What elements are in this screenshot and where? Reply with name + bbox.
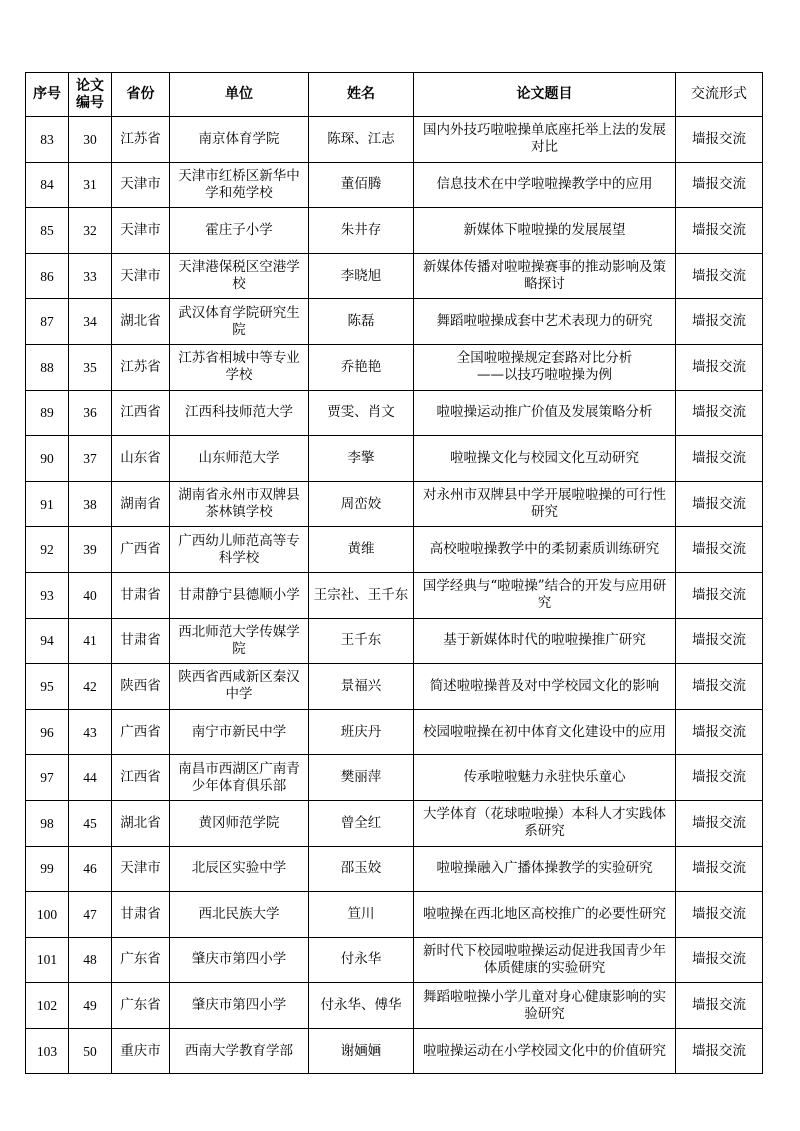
table-row bbox=[26, 253, 763, 299]
cell-title bbox=[414, 527, 676, 573]
cell-paper-no: 44 bbox=[69, 755, 112, 801]
cell-name: 付永华 bbox=[309, 937, 414, 983]
title-line: 基于新媒体时代的啦啦操推广研究 bbox=[443, 632, 646, 649]
cell-title bbox=[414, 892, 676, 938]
cell-title bbox=[414, 208, 676, 254]
cell-seq: 100 bbox=[26, 892, 69, 938]
cell-unit: 天津市红桥区新华中学和苑学校 bbox=[170, 162, 309, 208]
cell-title bbox=[414, 800, 676, 846]
cell-unit: 南宁市新民中学 bbox=[170, 709, 309, 755]
cell-name: 陈琛、江志 bbox=[309, 117, 414, 163]
cell-paper-no: 30 bbox=[69, 117, 112, 163]
table-header bbox=[26, 73, 763, 117]
cell-unit: 甘肃静宁县德顺小学 bbox=[170, 572, 309, 618]
cell-name: 班庆丹 bbox=[309, 709, 414, 755]
cell-unit: 天津港保税区空港学校 bbox=[170, 253, 309, 299]
cell-paper-no: 32 bbox=[69, 208, 112, 254]
table-row bbox=[26, 208, 763, 254]
table-row bbox=[26, 709, 763, 755]
cell-seq: 98 bbox=[26, 800, 69, 846]
title-line: 啦啦操融入广播体操教学的实验研究 bbox=[436, 860, 653, 877]
cell-paper-no: 46 bbox=[69, 846, 112, 892]
cell-name: 陈磊 bbox=[309, 299, 414, 345]
cell-unit: 江苏省相城中等专业学校 bbox=[170, 344, 309, 390]
paper-exchange-table bbox=[25, 72, 763, 1074]
cell-format: 墙报交流 bbox=[676, 436, 763, 482]
cell-unit: 西北民族大学 bbox=[170, 892, 309, 938]
cell-name: 贾雯、肖文 bbox=[309, 390, 414, 436]
cell-name: 李晓旭 bbox=[309, 253, 414, 299]
title-line: 新媒体传播对啦啦操赛事的推动影响及策略探讨 bbox=[423, 259, 666, 293]
cell-unit: 南京体育学院 bbox=[170, 117, 309, 163]
cell-format: 墙报交流 bbox=[676, 572, 763, 618]
cell-province: 甘肃省 bbox=[112, 618, 170, 664]
cell-province: 广西省 bbox=[112, 527, 170, 573]
cell-format: 墙报交流 bbox=[676, 344, 763, 390]
cell-seq: 102 bbox=[26, 983, 69, 1029]
table-row bbox=[26, 117, 763, 163]
cell-paper-no: 48 bbox=[69, 937, 112, 983]
cell-title bbox=[414, 1028, 676, 1074]
table-row bbox=[26, 937, 763, 983]
table-row bbox=[26, 983, 763, 1029]
cell-title bbox=[414, 755, 676, 801]
cell-province: 山东省 bbox=[112, 436, 170, 482]
table-row bbox=[26, 527, 763, 573]
cell-paper-no: 43 bbox=[69, 709, 112, 755]
cell-unit: 北辰区实验中学 bbox=[170, 846, 309, 892]
title-line: 国内外技巧啦啦操单底座托举上法的发展对比 bbox=[423, 122, 666, 156]
table-row bbox=[26, 846, 763, 892]
cell-paper-no: 34 bbox=[69, 299, 112, 345]
cell-format: 墙报交流 bbox=[676, 162, 763, 208]
cell-name: 王千东 bbox=[309, 618, 414, 664]
cell-paper-no: 38 bbox=[69, 481, 112, 527]
table-row bbox=[26, 755, 763, 801]
cell-province: 江苏省 bbox=[112, 117, 170, 163]
cell-seq: 91 bbox=[26, 481, 69, 527]
cell-seq: 97 bbox=[26, 755, 69, 801]
cell-province: 广东省 bbox=[112, 937, 170, 983]
cell-paper-no: 45 bbox=[69, 800, 112, 846]
cell-title bbox=[414, 299, 676, 345]
cell-name: 付永华、傅华 bbox=[309, 983, 414, 1029]
cell-seq: 95 bbox=[26, 664, 69, 710]
cell-province: 湖南省 bbox=[112, 481, 170, 527]
cell-seq: 85 bbox=[26, 208, 69, 254]
cell-title bbox=[414, 846, 676, 892]
cell-format: 墙报交流 bbox=[676, 253, 763, 299]
cell-name: 笪川 bbox=[309, 892, 414, 938]
title-line: 校园啦啦操在初中体育文化建设中的应用 bbox=[423, 723, 666, 740]
title-subline: ——以技巧啦啦操为例 bbox=[477, 367, 612, 384]
cell-unit: 肇庆市第四小学 bbox=[170, 983, 309, 1029]
table-row bbox=[26, 800, 763, 846]
cell-format: 墙报交流 bbox=[676, 1028, 763, 1074]
cell-seq: 88 bbox=[26, 344, 69, 390]
cell-province: 湖北省 bbox=[112, 800, 170, 846]
cell-name: 谢婳婳 bbox=[309, 1028, 414, 1074]
cell-format: 墙报交流 bbox=[676, 846, 763, 892]
title-line: 大学体育（花球啦啦操）本科人才实践体系研究 bbox=[423, 806, 666, 840]
title-line: 对永州市双牌县中学开展啦啦操的可行性研究 bbox=[423, 487, 666, 521]
cell-province: 甘肃省 bbox=[112, 892, 170, 938]
title-line: 啦啦操文化与校园文化互动研究 bbox=[450, 449, 639, 466]
cell-format: 墙报交流 bbox=[676, 208, 763, 254]
title-line: 简述啦啦操普及对中学校园文化的影响 bbox=[429, 677, 660, 694]
header-unit: 单位 bbox=[170, 73, 309, 117]
cell-format: 墙报交流 bbox=[676, 527, 763, 573]
cell-province: 天津市 bbox=[112, 208, 170, 254]
cell-unit: 霍庄子小学 bbox=[170, 208, 309, 254]
cell-unit: 肇庆市第四小学 bbox=[170, 937, 309, 983]
cell-name: 王宗社、王千东 bbox=[309, 572, 414, 618]
cell-paper-no: 50 bbox=[69, 1028, 112, 1074]
cell-format: 墙报交流 bbox=[676, 709, 763, 755]
cell-format: 墙报交流 bbox=[676, 618, 763, 664]
cell-seq: 94 bbox=[26, 618, 69, 664]
table-row bbox=[26, 618, 763, 664]
title-line: 新时代下校园啦啦操运动促进我国青少年体质健康的实验研究 bbox=[423, 942, 666, 976]
cell-province: 天津市 bbox=[112, 253, 170, 299]
table-row bbox=[26, 481, 763, 527]
cell-paper-no: 47 bbox=[69, 892, 112, 938]
cell-name: 乔艳艳 bbox=[309, 344, 414, 390]
cell-title bbox=[414, 253, 676, 299]
cell-name: 景福兴 bbox=[309, 664, 414, 710]
cell-format: 墙报交流 bbox=[676, 800, 763, 846]
cell-name: 樊丽萍 bbox=[309, 755, 414, 801]
cell-province: 江西省 bbox=[112, 390, 170, 436]
table-row bbox=[26, 572, 763, 618]
table-row bbox=[26, 892, 763, 938]
cell-format: 墙报交流 bbox=[676, 481, 763, 527]
cell-seq: 83 bbox=[26, 117, 69, 163]
title-line: 舞蹈啦啦操成套中艺术表现力的研究 bbox=[436, 313, 653, 330]
table-row bbox=[26, 162, 763, 208]
cell-paper-no: 37 bbox=[69, 436, 112, 482]
cell-seq: 87 bbox=[26, 299, 69, 345]
table-row bbox=[26, 299, 763, 345]
cell-unit: 武汉体育学院研究生院 bbox=[170, 299, 309, 345]
title-line: 传承啦啦魅力永驻快乐童心 bbox=[463, 769, 626, 786]
table-row bbox=[26, 436, 763, 482]
cell-paper-no: 33 bbox=[69, 253, 112, 299]
cell-format: 墙报交流 bbox=[676, 892, 763, 938]
cell-paper-no: 31 bbox=[69, 162, 112, 208]
cell-unit: 山东师范大学 bbox=[170, 436, 309, 482]
header-name: 姓名 bbox=[309, 73, 414, 117]
cell-unit: 黄冈师范学院 bbox=[170, 800, 309, 846]
title-line: 新媒体下啦啦操的发展展望 bbox=[463, 221, 626, 238]
cell-name: 邵玉姣 bbox=[309, 846, 414, 892]
cell-seq: 90 bbox=[26, 436, 69, 482]
cell-unit: 广西幼儿师范高等专科学校 bbox=[170, 527, 309, 573]
title-line: 信息技术在中学啦啦操教学中的应用 bbox=[436, 176, 653, 193]
cell-title bbox=[414, 618, 676, 664]
cell-province: 广东省 bbox=[112, 983, 170, 1029]
cell-province: 天津市 bbox=[112, 846, 170, 892]
cell-seq: 96 bbox=[26, 709, 69, 755]
cell-province: 湖北省 bbox=[112, 299, 170, 345]
cell-title bbox=[414, 481, 676, 527]
cell-seq: 92 bbox=[26, 527, 69, 573]
header-paper-no: 论文编号 bbox=[69, 73, 112, 117]
cell-format: 墙报交流 bbox=[676, 937, 763, 983]
cell-title bbox=[414, 709, 676, 755]
cell-title bbox=[414, 983, 676, 1029]
title-line: 国学经典与“啦啦操”结合的开发与应用研究 bbox=[422, 578, 667, 612]
cell-title bbox=[414, 937, 676, 983]
cell-province: 江西省 bbox=[112, 755, 170, 801]
cell-title bbox=[414, 162, 676, 208]
title-line: 啦啦操在西北地区高校推广的必要性研究 bbox=[423, 905, 666, 922]
cell-title bbox=[414, 436, 676, 482]
cell-title bbox=[414, 572, 676, 618]
header-seq: 序号 bbox=[26, 73, 69, 117]
cell-format: 墙报交流 bbox=[676, 390, 763, 436]
cell-seq: 103 bbox=[26, 1028, 69, 1074]
cell-title bbox=[414, 117, 676, 163]
cell-paper-no: 40 bbox=[69, 572, 112, 618]
title-line: 高校啦啦操教学中的柔韧素质训练研究 bbox=[429, 541, 660, 558]
cell-unit: 西北师范大学传媒学院 bbox=[170, 618, 309, 664]
cell-paper-no: 41 bbox=[69, 618, 112, 664]
cell-seq: 89 bbox=[26, 390, 69, 436]
cell-paper-no: 39 bbox=[69, 527, 112, 573]
cell-province: 广西省 bbox=[112, 709, 170, 755]
cell-seq: 99 bbox=[26, 846, 69, 892]
cell-name: 曾全红 bbox=[309, 800, 414, 846]
cell-name: 李擎 bbox=[309, 436, 414, 482]
cell-title bbox=[414, 344, 676, 390]
cell-province: 重庆市 bbox=[112, 1028, 170, 1074]
cell-seq: 93 bbox=[26, 572, 69, 618]
title-line: 舞蹈啦啦操小学儿童对身心健康影响的实验研究 bbox=[423, 988, 666, 1022]
cell-name: 周峦姣 bbox=[309, 481, 414, 527]
cell-name: 朱井存 bbox=[309, 208, 414, 254]
cell-province: 甘肃省 bbox=[112, 572, 170, 618]
cell-title bbox=[414, 664, 676, 710]
cell-paper-no: 35 bbox=[69, 344, 112, 390]
cell-province: 天津市 bbox=[112, 162, 170, 208]
cell-paper-no: 42 bbox=[69, 664, 112, 710]
table-row bbox=[26, 344, 763, 390]
cell-seq: 101 bbox=[26, 937, 69, 983]
header-format: 交流形式 bbox=[676, 73, 763, 117]
title-line: 全国啦啦操规定套路对比分析 bbox=[456, 350, 633, 367]
cell-paper-no: 49 bbox=[69, 983, 112, 1029]
cell-name: 董佰腾 bbox=[309, 162, 414, 208]
header-province: 省份 bbox=[112, 73, 170, 117]
cell-name: 黄维 bbox=[309, 527, 414, 573]
cell-unit: 西南大学教育学部 bbox=[170, 1028, 309, 1074]
cell-seq: 86 bbox=[26, 253, 69, 299]
cell-province: 江苏省 bbox=[112, 344, 170, 390]
cell-unit: 陕西省西咸新区秦汉中学 bbox=[170, 664, 309, 710]
cell-format: 墙报交流 bbox=[676, 299, 763, 345]
cell-seq: 84 bbox=[26, 162, 69, 208]
cell-unit: 江西科技师范大学 bbox=[170, 390, 309, 436]
cell-unit: 湖南省永州市双牌县茶林镇学校 bbox=[170, 481, 309, 527]
header-row bbox=[26, 73, 763, 117]
table-row bbox=[26, 1028, 763, 1074]
table-row bbox=[26, 664, 763, 710]
cell-format: 墙报交流 bbox=[676, 983, 763, 1029]
cell-paper-no: 36 bbox=[69, 390, 112, 436]
table-row bbox=[26, 390, 763, 436]
cell-title bbox=[414, 390, 676, 436]
table-body bbox=[26, 117, 763, 1074]
title-line: 啦啦操运动在小学校园文化中的价值研究 bbox=[423, 1042, 666, 1059]
cell-format: 墙报交流 bbox=[676, 664, 763, 710]
cell-province: 陕西省 bbox=[112, 664, 170, 710]
header-title: 论文题目 bbox=[414, 73, 676, 117]
cell-format: 墙报交流 bbox=[676, 755, 763, 801]
title-line: 啦啦操运动推广价值及发展策略分析 bbox=[436, 404, 653, 421]
cell-format: 墙报交流 bbox=[676, 117, 763, 163]
cell-unit: 南昌市西湖区广南青少年体育俱乐部 bbox=[170, 755, 309, 801]
